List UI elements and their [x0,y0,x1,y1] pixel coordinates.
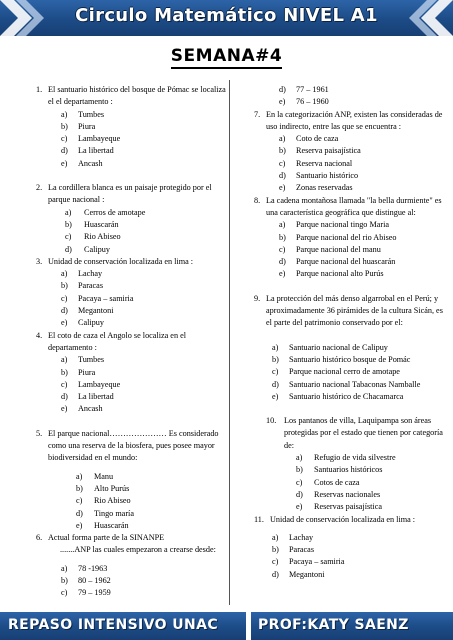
option-text: Lachay [289,532,314,542]
option-text: Parque nacional cerro de amotape [289,367,400,377]
option-letter: e) [279,269,286,279]
option [254,501,444,513]
question-text: El santuario histórico del bosque de Pómac se localiza el el departamento : [48,85,226,107]
option-letter: c) [61,134,68,144]
option [254,532,444,544]
option-letter: e) [61,404,68,414]
question-6-options-continued [254,84,444,109]
option [36,109,226,121]
option-letter: b) [279,146,286,156]
option-letter: c) [61,293,68,303]
question-number: 11. [254,514,264,524]
option-letter: d) [61,306,68,316]
option-text: Santuario histórico bosque de Pomác [289,354,411,364]
option [254,232,444,244]
option [36,305,226,317]
option-letter: e) [61,318,68,328]
question-number: 10. [266,416,277,426]
footer-separator [246,612,251,640]
option [36,379,226,391]
option-letter: c) [296,477,303,487]
option-text: Santuarios históricos [314,465,383,475]
option-text: Santuario histórico [296,171,359,181]
option [36,280,226,292]
option [254,544,444,556]
option-letter: a) [61,355,68,365]
option-letter: c) [272,367,279,377]
option-text: Refugio de vida silvestre [314,453,396,463]
option-letter: d) [296,489,303,499]
option-text: Tumbes [78,355,105,365]
option-text: Parque nacional del huascarán [296,257,396,267]
option [36,403,226,415]
option [36,367,226,379]
option-letter: d) [65,244,72,254]
option [254,182,444,194]
option-text: Parque nacional alto Purús [296,269,384,279]
option [254,354,444,366]
question-1 [36,84,226,109]
option-text: Piura [78,367,96,377]
option-text: Calipuy [84,244,110,254]
right-column [254,84,444,581]
option-text: Reserva nacional [296,158,353,168]
option-letter: d) [279,257,286,267]
option [36,268,226,280]
option-letter: b) [61,367,68,377]
option-letter: b) [279,232,286,242]
option-letter: c) [272,557,279,567]
question-number: 4. [36,330,43,340]
option [36,293,226,305]
option-text: Parque nacional del rio Abiseo [296,232,397,242]
option-letter: b) [61,281,68,291]
option-text: Santuario histórico de Chacamarca [289,391,404,401]
option-letter: c) [61,379,68,389]
question-text-continued: .......ANP las cuales empezaron a crearse desde: [60,545,216,555]
option-text: 76 – 1960 [296,97,329,107]
option [254,170,444,182]
question-8 [254,195,444,220]
option-letter: e) [76,520,83,530]
option-letter: e) [61,158,68,168]
option [254,477,444,489]
option-text: Pacaya – samiria [78,293,134,303]
question-text: En la categorización ANP, existen las consideradas de uso indirecto, entre las que se encuentra : [266,109,443,131]
option [254,366,444,378]
option [36,231,226,243]
option [254,379,444,391]
option-letter: b) [272,545,279,555]
option [254,96,444,108]
option-letter: b) [296,465,303,475]
option [254,268,444,280]
option-text: 79 – 1959 [78,588,111,598]
option-text: Reservas paisajística [314,502,382,512]
question-9-options [254,342,444,403]
option [36,391,226,403]
option-text: 77 – 1961 [296,85,329,94]
option [36,219,226,231]
question-11 [254,514,444,526]
option-letter: d) [272,569,279,579]
option-letter: e) [279,183,286,193]
question-text: Unidad de conservación localizada en lima : [270,514,416,524]
question-number: 1. [36,85,43,94]
option-text: Tumbes [78,109,105,119]
option-letter: c) [76,496,83,506]
question-6 [36,532,226,544]
option-letter: e) [272,391,279,401]
option-letter: a) [65,207,72,217]
option-text: 78 -1963 [78,563,108,573]
option-text: Calipuy [78,318,104,328]
option [36,563,226,575]
option-text: Paracas [78,281,104,291]
option [36,483,226,495]
question-text: Los pantanos de villa, Laquipampa son áreas protegidas por el estado que tienen por categoría de: [284,416,443,450]
option [254,391,444,403]
option [36,495,226,507]
left-column [36,84,226,600]
option-letter: e) [279,97,286,107]
option-letter: d) [61,392,68,402]
option [254,145,444,157]
option-text: Coto de caza [296,134,339,144]
option [36,520,226,532]
option [254,219,444,231]
option-text: Parque nacional del manu [296,244,381,254]
option-text: Manu [94,471,114,481]
option-letter: c) [279,158,286,168]
option-letter: a) [76,471,83,481]
question-text: La cordillera blanca es un paisaje protegido por el parque nacional : [48,183,212,205]
question-text: Actual forma parte de la SINANPE [48,533,165,543]
option-text: Megantoni [78,306,114,316]
option [36,121,226,133]
option-letter: c) [65,232,72,242]
option-letter: a) [279,134,286,144]
question-number: 5. [36,428,43,438]
option-text: Parque nacional tingo Maria [296,220,389,230]
option [36,508,226,520]
option-letter: d) [61,146,68,156]
option-text: Paracas [289,545,315,555]
footer-left-text: REPASO INTENSIVO UNAC [8,617,219,633]
option-letter: a) [296,453,303,463]
footer-banner [0,612,453,640]
option-text: Santuario nacional Tabaconas Namballe [289,379,421,389]
question-text: La protección del más denso algarrobal en el Perú; y aproximadamente 36 pirámides de la cultura Sicán, es el parte del patrimonio conservado por el: [266,293,443,328]
option [254,342,444,354]
question-2 [36,182,226,207]
option-text: Cotos de caza [314,477,360,487]
option-letter: b) [65,219,72,229]
question-number: 2. [36,183,43,193]
option [36,207,226,219]
option [36,354,226,366]
option-text: Megantoni [289,569,325,579]
question-number: 3. [36,256,43,266]
option-letter: d) [76,508,83,518]
question-7 [254,109,444,134]
option-letter: c) [61,588,68,598]
question-8-options [254,219,444,280]
option-text: Lambayeque [78,134,121,144]
option-letter: a) [272,532,279,542]
option-text: Rio Abiseo [84,232,121,242]
question-1-options [36,109,226,170]
option-letter: a) [61,269,68,279]
option [254,464,444,476]
option [254,452,444,464]
question-number: 8. [254,195,261,205]
option-text: Pacaya – samiria [289,557,345,567]
option-text: Piura [78,121,96,131]
question-6-options [36,563,226,600]
option [254,158,444,170]
question-text: Unidad de conservación localizada en lima : [48,256,194,266]
option-text: Lambayeque [78,379,121,389]
option [254,556,444,568]
option-text: Reserva paisajística [296,146,361,156]
option-letter: b) [76,483,83,493]
option-letter: b) [61,121,68,131]
option [36,575,226,587]
option [254,84,444,96]
question-number: 7. [254,109,261,119]
option-text: Cerros de amotape [84,207,146,217]
option [36,133,226,145]
option [36,158,226,170]
option-letter: d) [279,85,286,94]
question-9 [254,293,444,330]
option-text: Ancash [78,404,103,414]
question-text: El coto de caza el Angolo se localiza en el departamento : [48,330,186,352]
question-4-options [36,354,226,415]
option-text: Rio Abiseo [94,496,131,506]
footer-right-text: PROF:KATY SAENZ [258,617,409,633]
option-letter: d) [279,171,286,181]
option-letter: b) [272,354,279,364]
option-text: 80 – 1962 [78,575,111,585]
question-text: El parque nacional………………… Es considerado como una reserva de la biosfera, pues posee mayor biodiversidad en el mundo: [48,428,219,463]
week-heading [0,46,453,66]
question-7-options [254,133,444,194]
option [36,471,226,483]
page-title: Circulo Matemático NIVEL A1 [75,5,378,26]
option-text: La libertad [78,392,114,402]
option-text: Ancash [78,158,103,168]
option [36,587,226,599]
option-text: Huascarán [94,520,129,530]
question-text: La cadena montañosa llamada "la bella durmiente" es una característica geográfica que distingue al: [266,195,442,217]
option-text: Reservas nacionales [314,489,381,499]
question-11-options [254,532,444,581]
option-letter: b) [61,575,68,585]
question-4 [36,330,226,355]
header-banner [0,0,453,36]
option-letter: a) [279,220,286,230]
option [36,317,226,329]
option [36,244,226,256]
question-10 [254,415,444,452]
question-3-options [36,268,226,329]
option [254,489,444,501]
column-divider [229,80,230,605]
question-10-options [254,452,444,513]
option [36,145,226,157]
question-5 [36,428,226,465]
option [254,133,444,145]
question-2-options [36,207,226,256]
option-text: Huascarán [84,219,119,229]
option-letter: c) [279,244,286,254]
option-text: La libertad [78,146,114,156]
option-text: Tingo maría [94,508,134,518]
option-text: Lachay [78,269,103,279]
option-letter: d) [272,379,279,389]
option-letter: a) [272,342,279,352]
option-letter: a) [61,563,68,573]
option-text: Santuario nacional de Calipuy [289,342,388,352]
option-letter: a) [61,109,68,119]
option-text: Zonas reservadas [296,183,353,193]
option-letter: e) [296,502,303,512]
option [254,569,444,581]
question-number: 9. [254,293,261,303]
question-number: 6. [36,533,43,543]
question-3 [36,256,226,268]
week-heading-text: SEMANA#4 [171,46,282,69]
option-text: Alto Purús [94,483,130,493]
question-5-options [36,471,226,532]
option [254,244,444,256]
option [254,256,444,268]
